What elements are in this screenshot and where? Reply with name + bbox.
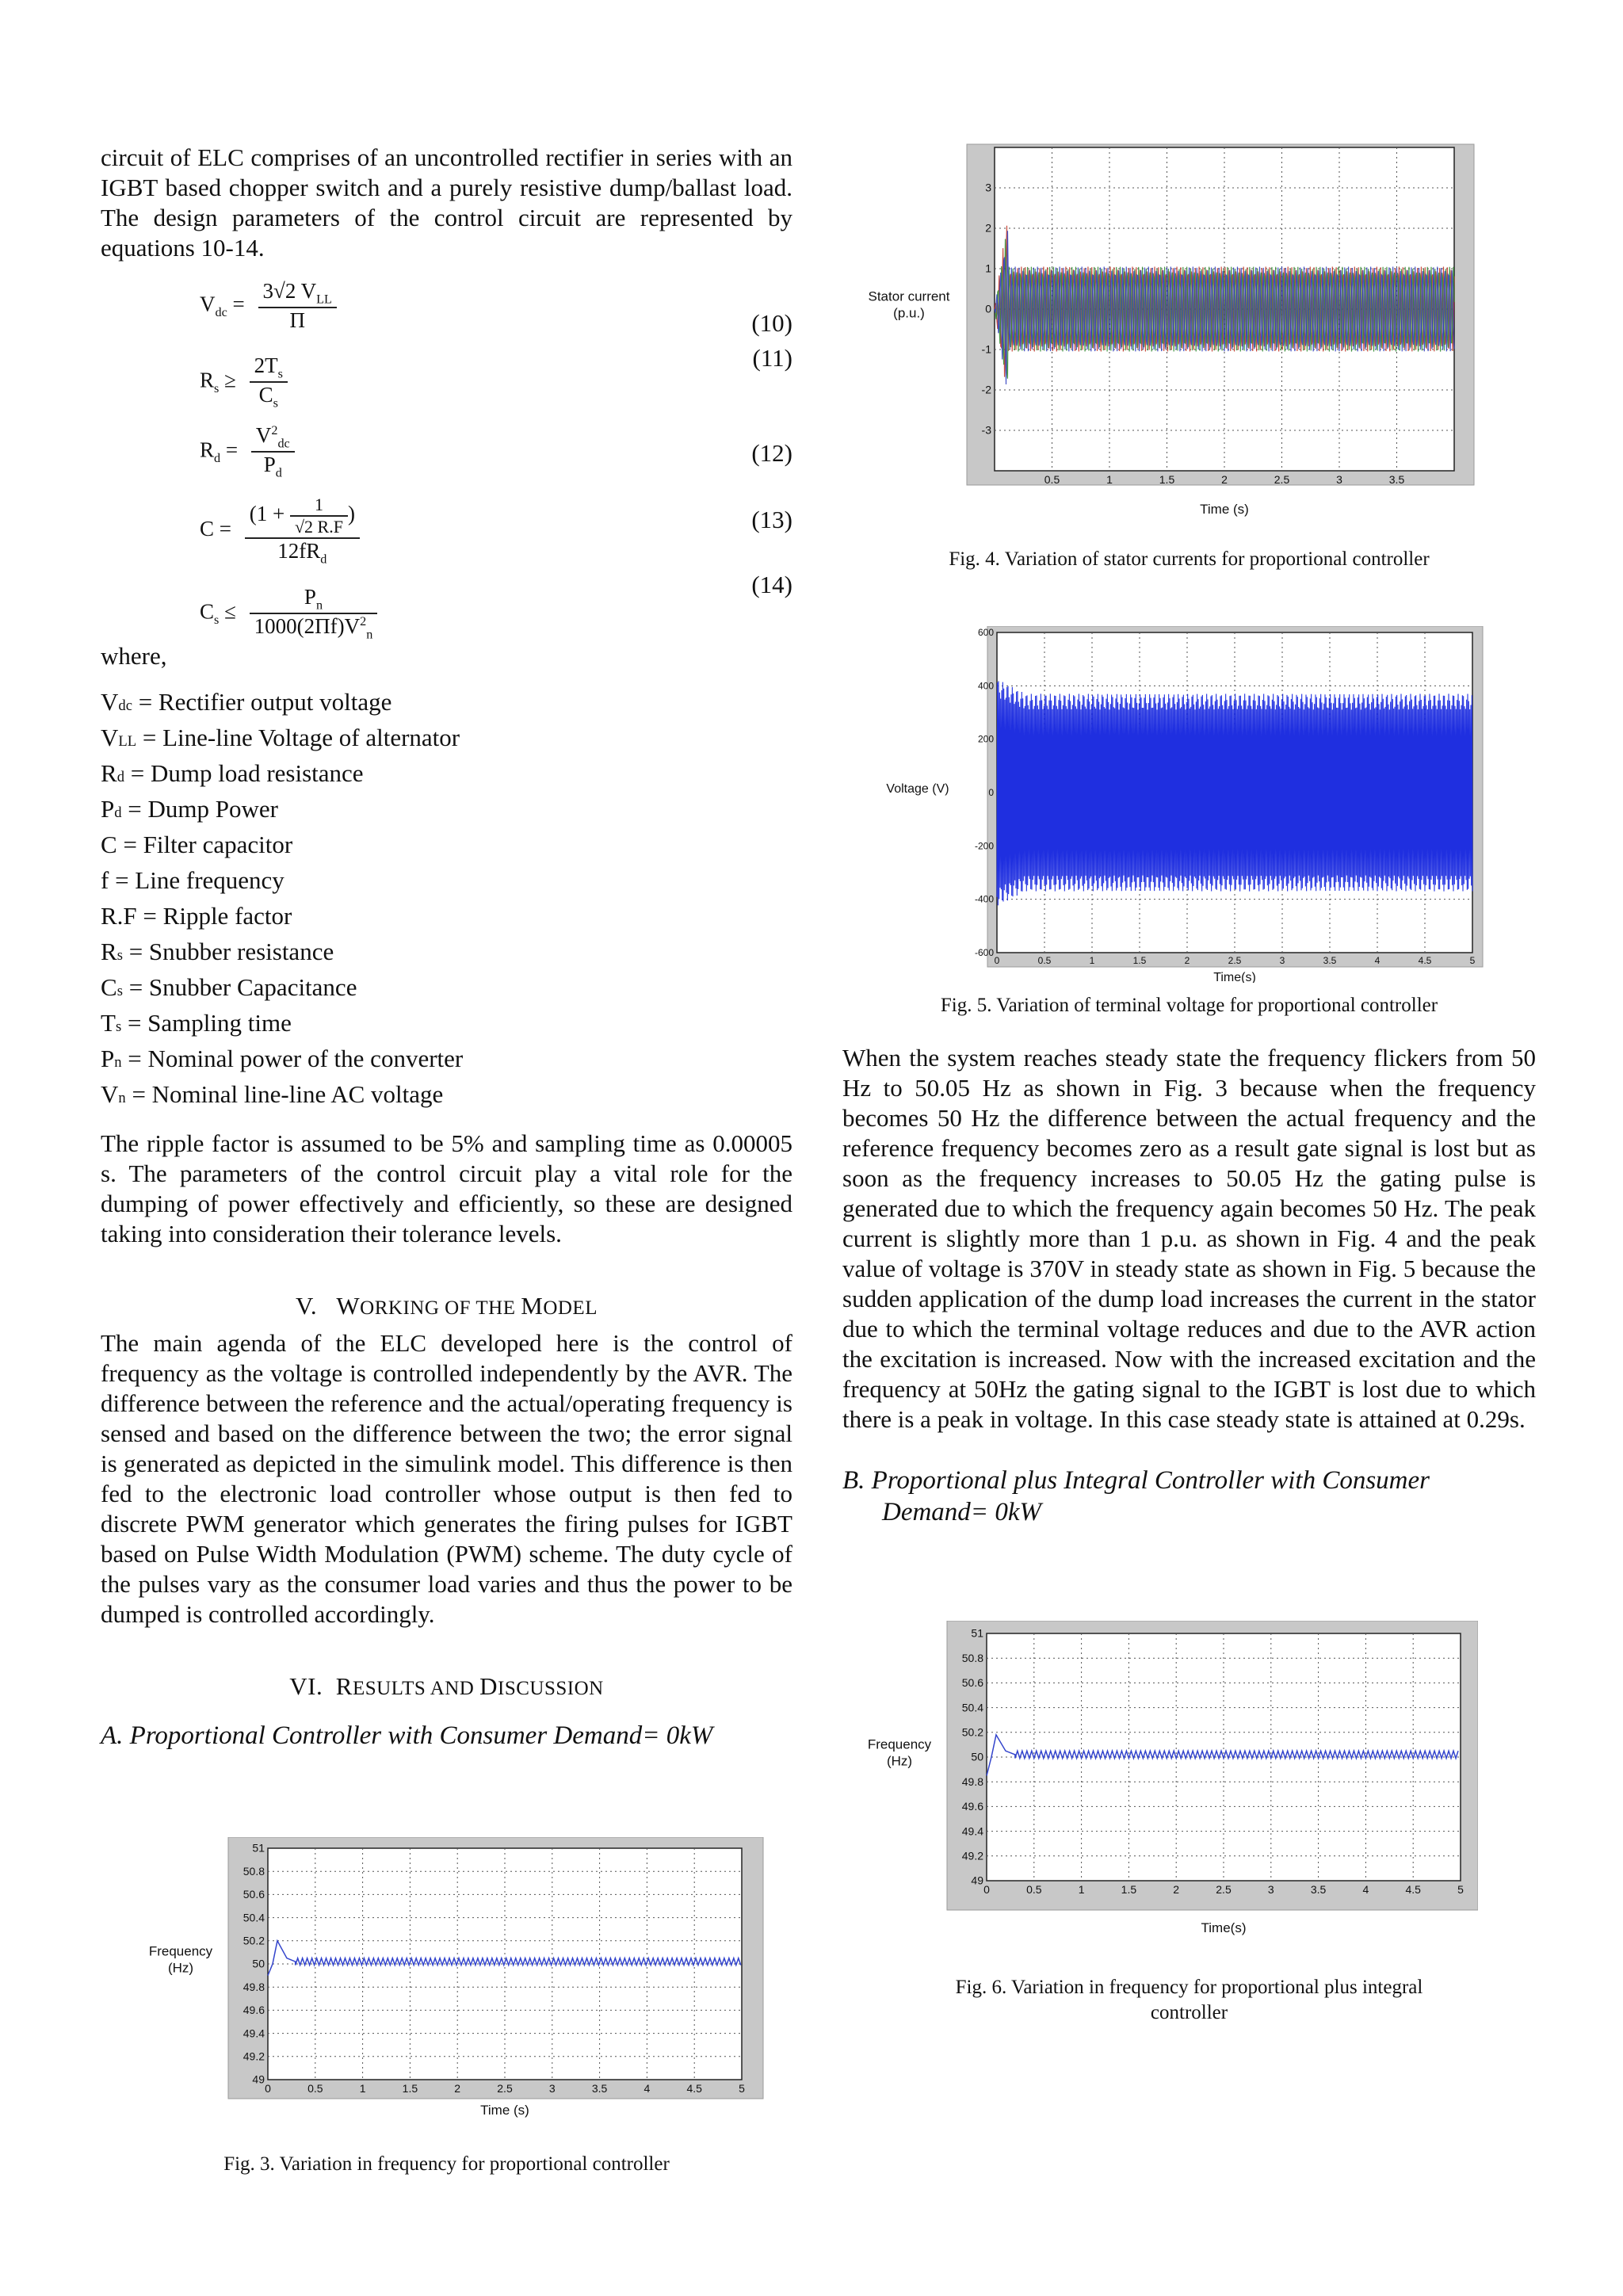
y-tick-label: 2 [985, 221, 991, 235]
equation-11: $R_s$ ≥ $\frac{2T_s}{C_s}$ (11) [200, 344, 792, 411]
x-tick-label: 1 [1089, 955, 1095, 966]
x-tick-label: 4 [1362, 1883, 1369, 1896]
x-tick-label: 2.5 [1228, 955, 1242, 966]
left-column [101, 143, 792, 1752]
x-tick-label: 2 [454, 2082, 461, 2095]
x-tick-label: 2.5 [1274, 473, 1290, 486]
y-tick-label: 49 [971, 1874, 983, 1887]
x-tick-label: 1.5 [1121, 1883, 1137, 1896]
x-tick-label: 4 [643, 2082, 651, 2095]
eq-number: (12) [751, 439, 792, 467]
y-tick-label: -200 [974, 840, 994, 852]
fig5-chart [886, 626, 1488, 983]
x-tick-label: 0.5 [1026, 1883, 1042, 1896]
x-axis-label: Time (s) [480, 2103, 529, 2118]
variable-definition: Ts = Sampling time [101, 1009, 292, 1037]
x-tick-label: 1 [1078, 1883, 1085, 1896]
variable-definition: Vn = Nominal line-line AC voltage [101, 1080, 444, 1108]
fig4-caption: Fig. 4. Variation of stator currents for proportional controller [949, 548, 1430, 570]
y-tick-label: 600 [977, 627, 994, 638]
y-tick-label: 50.6 [961, 1676, 983, 1690]
y-tick-label: 50.6 [242, 1888, 265, 1901]
y-tick-label: 200 [977, 733, 994, 745]
y-tick-label: 49.2 [242, 2050, 265, 2063]
y-axis-label: (p.u.) [893, 305, 925, 321]
y-axis-label: Frequency [148, 1943, 213, 1959]
x-tick-label: 1.5 [1132, 955, 1147, 966]
x-tick-label: 3.5 [591, 2082, 608, 2095]
y-tick-label: 50.8 [961, 1651, 983, 1664]
y-tick-label: -3 [981, 423, 991, 437]
x-axis-label: Time (s) [1200, 502, 1249, 517]
x-tick-label: 3.5 [1323, 955, 1337, 966]
fig6-caption: Fig. 6. Variation in frequency for proportional plus integral controller [955, 1977, 1423, 2023]
x-tick-label: 2 [1184, 955, 1190, 966]
fig3-chart [133, 1837, 767, 2122]
y-tick-label: 50.4 [242, 1911, 265, 1924]
y-tick-label: -600 [974, 947, 994, 958]
x-tick-label: 0.5 [1044, 473, 1060, 486]
x-tick-label: 4.5 [686, 2082, 702, 2095]
y-tick-label: 50.8 [242, 1864, 265, 1878]
x-tick-label: 2.5 [497, 2082, 513, 2095]
y-tick-label: 49.4 [242, 2027, 265, 2040]
section-5-paragraph: The main agenda of the ELC developed here is the control of frequency as the voltage is controlled independently by the AVR. The difference between the reference and the actual/operating frequency is sensed and based on the difference between the two; the error signal is generated as depicted in the simulink model. This difference is then fed to the electronic load controller whose output is then fed to discrete PWM generator which generates the firing pulses for IGBT based on Pulse Width Modulation (PWM) scheme. The duty cycle of the pulses vary as the consumer load varies and thus the power to be dumped is controlled accordingly. [101, 1329, 792, 1628]
variable-definition: Rs = Snubber resistance [101, 938, 334, 965]
x-tick-label: 5 [739, 2082, 745, 2095]
equation-13: C = (1 + $\frac{1}{√2 R.F}$ ) $12fR_d$ (13) [200, 495, 792, 567]
section-5-heading: V. WORKING OF THE MODEL [296, 1292, 598, 1320]
x-tick-label: 1 [359, 2082, 366, 2095]
y-tick-label: 50 [971, 1750, 983, 1763]
y-tick-label: -1 [981, 342, 991, 356]
x-tick-label: 4.5 [1405, 1883, 1421, 1896]
y-axis-label: Stator current [868, 288, 950, 304]
ripple-paragraph: The ripple factor is assumed to be 5% and sampling time as 0.00005 s. The parameters of the control circuit play a vital role for the dumping of power effectively and efficiently, so these are designed taking into consideration their tolerance levels. [101, 1129, 792, 1247]
x-tick-label: 1 [1106, 473, 1113, 486]
variable-definition: R.F = Ripple factor [101, 902, 292, 930]
x-tick-label: 3.5 [1310, 1883, 1327, 1896]
x-tick-label: 2 [1221, 473, 1228, 486]
intro-paragraph: circuit of ELC comprises of an uncontrolled rectifier in series with an IGBT based chopper switch and a purely resistive dump/ballast load. The design parameters of the control circuit are represented by equations 10-14. [101, 143, 792, 262]
y-tick-label: 49.6 [961, 1800, 983, 1813]
y-tick-label: 3 [985, 181, 991, 194]
x-tick-label: 2 [1173, 1883, 1180, 1896]
variable-definition: VLL = Line-line Voltage of alternator [101, 724, 460, 751]
subsection-b-heading: B. Proportional plus Integral Controller with Consumer Demand= 0kW [842, 1466, 1430, 1526]
eq-number: (11) [752, 344, 792, 372]
fig3-caption: Fig. 3. Variation in frequency for proportional controller [223, 2153, 670, 2175]
variable-definition: Vdc = Rectifier output voltage [101, 688, 392, 716]
x-tick-label: 0.5 [307, 2082, 323, 2095]
x-tick-label: 0.5 [1037, 955, 1052, 966]
x-tick-label: 4 [1374, 955, 1381, 966]
section-6-heading: VI. RESULTS AND DISCUSSION [289, 1672, 604, 1700]
y-axis-label: (Hz) [886, 1753, 913, 1769]
fig5-caption: Fig. 5. Variation of terminal voltage for proportional controller [940, 995, 1438, 1016]
fig6-chart [852, 1621, 1478, 1938]
x-tick-label: 5 [1457, 1883, 1464, 1896]
y-tick-label: -2 [981, 383, 991, 396]
y-axis-label: Voltage (V) [886, 782, 949, 796]
x-tick-label: 0 [265, 2082, 271, 2095]
y-axis-label: (Hz) [167, 1960, 194, 1976]
variable-definition: Cs = Snubber Capacitance [101, 973, 357, 1001]
y-tick-label: 49.4 [961, 1824, 983, 1838]
eq-number: (13) [751, 506, 792, 533]
y-tick-label: 0 [985, 302, 991, 315]
variable-definition: Pn = Nominal power of the converter [101, 1045, 464, 1072]
y-tick-label: 1 [985, 262, 991, 275]
y-tick-label: 50.2 [961, 1725, 983, 1739]
equation-12: $R_d$ = $\frac{V^2_{dc}}{P_d}$ (12) [200, 423, 792, 480]
equation-14: $C_s$ ≤ $\frac{P_n}{1000(2\Pi f)V^2_n}$ (14) [200, 571, 792, 642]
y-tick-label: 49.6 [242, 2004, 265, 2017]
variable-definition: C = Filter capacitor [101, 831, 293, 858]
x-tick-label: 3 [1336, 473, 1342, 486]
y-tick-label: 51 [971, 1626, 983, 1640]
fig3-caption-wrap [101, 2152, 792, 2177]
results-paragraph: When the system reaches steady state the frequency flickers from 50 Hz to 50.05 Hz as shown in Fig. 3 because when the frequency becomes 50 Hz the difference between the actual frequency and the reference frequency becomes zero as a result gate signal is lost but as soon as the frequency increases to 50.05 Hz the gating pulse is generated due to which the frequency again becomes 50 Hz. The peak current is slightly more than 1 p.u. as shown in Fig. 4 and the peak value of voltage is 370V in steady state as shown in Fig. 5 because the sudden application of the dump load increases the current in the stator due to which the terminal voltage reduces and due to the AVR action the excitation is increased. Now with the increased excitation and the frequency at 50Hz the gating signal to the IGBT is lost due to which there is a peak in voltage. In this case steady state is attained at 0.29s. [842, 1044, 1536, 1433]
x-tick-label: 1.5 [1159, 473, 1175, 486]
y-axis-label: Frequency [867, 1736, 932, 1752]
fig4-chart [868, 141, 1486, 521]
eq-number: (10) [751, 309, 792, 337]
variable-definition: Pd = Dump Power [101, 795, 278, 823]
x-axis-label: Time(s) [1201, 1920, 1247, 1935]
x-tick-label: 0 [983, 1883, 990, 1896]
y-tick-label: 49.8 [242, 1980, 265, 1993]
variable-definition: f = Line frequency [101, 866, 285, 894]
y-tick-label: 50.2 [242, 1934, 265, 1947]
x-tick-label: 3 [1267, 1883, 1274, 1896]
y-tick-label: 0 [988, 787, 994, 798]
y-tick-label: 400 [977, 680, 994, 692]
y-tick-label: 51 [252, 1841, 265, 1855]
variable-definition: Rd = Dump load resistance [101, 759, 364, 787]
y-tick-label: 49.2 [961, 1849, 983, 1862]
subsection-a-heading: A. Proportional Controller with Consumer Demand= 0kW [101, 1721, 713, 1750]
x-tick-label: 2.5 [1216, 1883, 1232, 1896]
equation-10: $V_{dc}$ = $\frac{3√2 V_{LL}}{\Pi}$ (10) [200, 279, 792, 337]
y-tick-label: 49 [252, 2073, 265, 2086]
x-axis-label: Time(s) [1213, 971, 1256, 983]
y-tick-label: -400 [974, 893, 994, 905]
x-tick-label: 3 [1279, 955, 1285, 966]
x-tick-label: 1.5 [402, 2082, 418, 2095]
y-tick-label: 49.8 [961, 1775, 983, 1788]
x-tick-label: 0 [994, 955, 1000, 966]
x-tick-label: 3 [548, 2082, 556, 2095]
x-tick-label: 5 [1469, 955, 1476, 966]
where-label: where, [101, 642, 167, 670]
y-tick-label: 50 [252, 1957, 265, 1970]
x-tick-label: 4.5 [1418, 955, 1432, 966]
fig4-caption-wrap [842, 547, 1536, 572]
right-body [842, 1043, 1536, 1528]
x-tick-label: 3.5 [1388, 473, 1405, 486]
eq-number: (14) [751, 571, 792, 598]
variable-list [101, 686, 792, 1114]
fig6-caption-wrap [842, 1975, 1536, 2026]
y-tick-label: 50.4 [961, 1701, 983, 1714]
fig5-caption-wrap [842, 993, 1536, 1018]
